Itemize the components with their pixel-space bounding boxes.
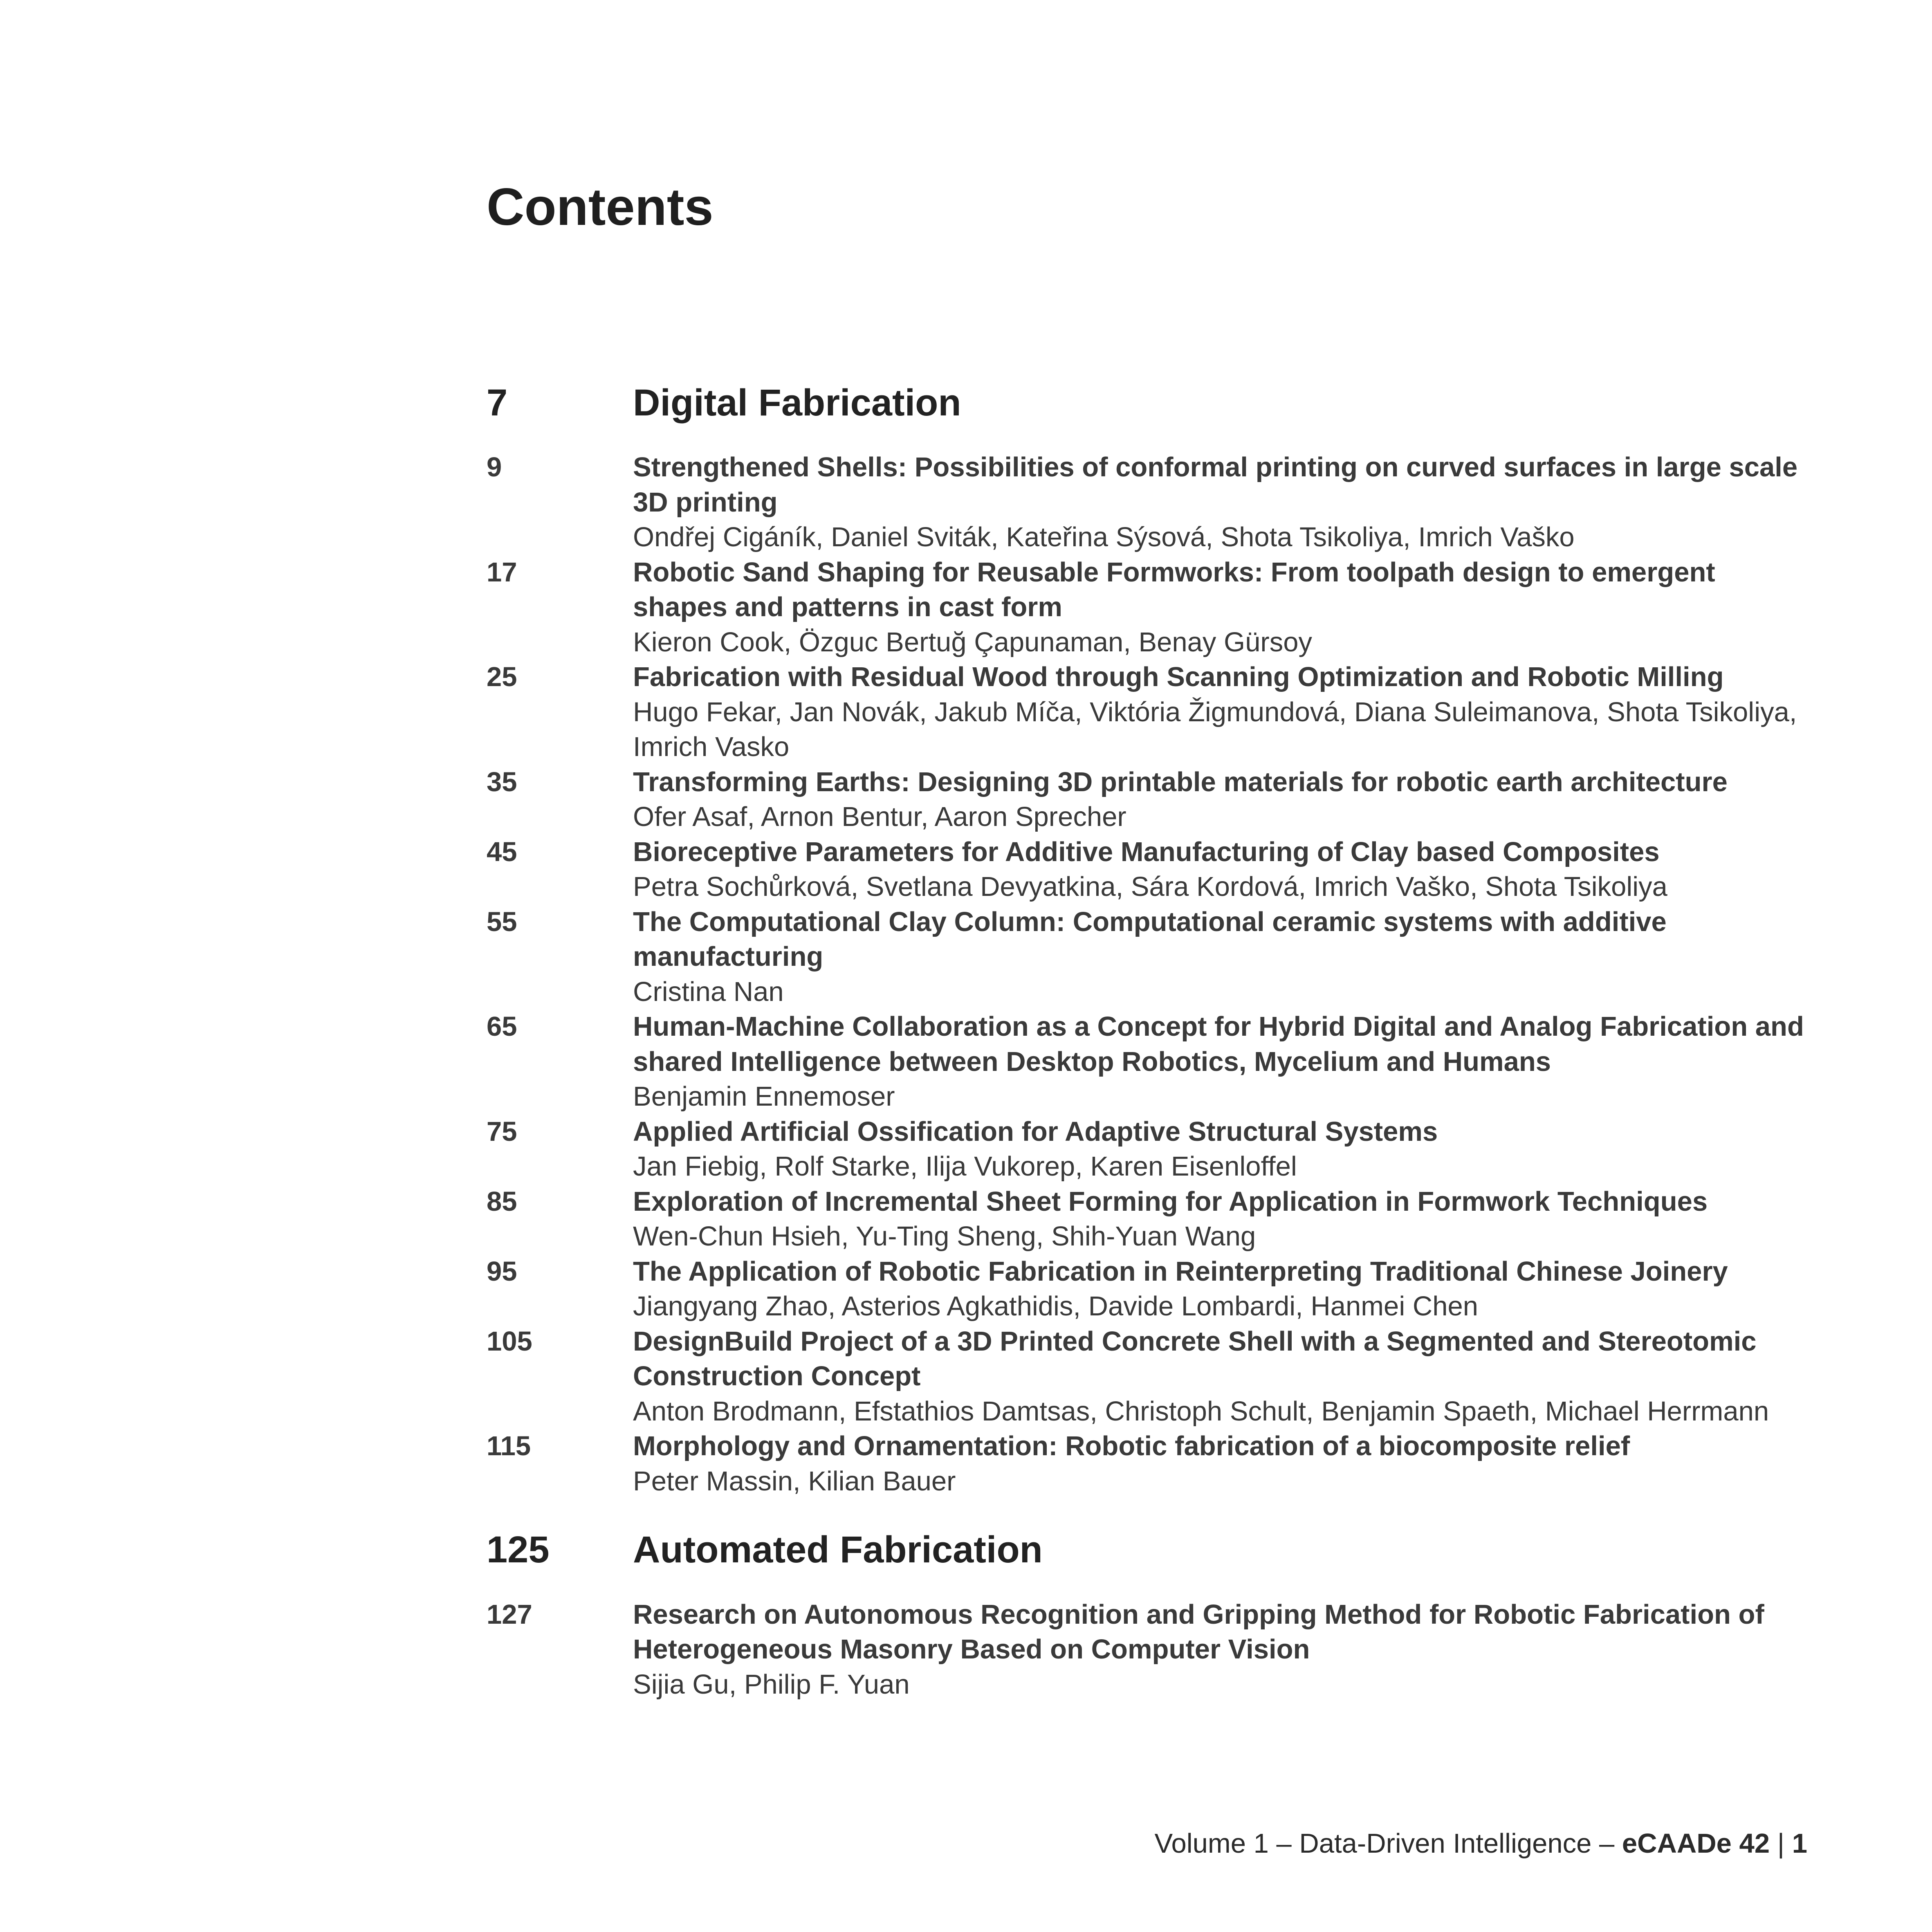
- entry-body: [633, 1429, 1807, 1499]
- entry-body: [633, 1009, 1807, 1114]
- entry-body: [633, 1324, 1807, 1429]
- entry-page-number: 127: [487, 1599, 532, 1630]
- entry-authors: Benjamin Ennemoser: [633, 1081, 895, 1112]
- entry-title: The Application of Robotic Fabrication in Reinterpreting Traditional Chinese Joinery: [633, 1256, 1728, 1287]
- entry-title: Strengthened Shells: Possibilities of conformal printing on curved surfaces in large scale 3D printing: [633, 452, 1798, 518]
- entry-authors: Cristina Nan: [633, 976, 784, 1007]
- toc-entry[interactable]: [487, 450, 1807, 555]
- section-title: Automated Fabrication: [633, 1529, 1043, 1571]
- entry-body: [633, 660, 1807, 765]
- toc-entry[interactable]: [487, 1429, 1807, 1499]
- footer-separator: |: [1770, 1828, 1792, 1859]
- page-title: Contents: [487, 178, 714, 236]
- section-heading-digital-fabrication[interactable]: [487, 380, 1807, 425]
- entry-title: Research on Autonomous Recognition and Gripping Method for Robotic Fabrication of Heterogeneous Masonry Based on Computer Vision: [633, 1599, 1764, 1665]
- entry-page-number: 105: [487, 1326, 532, 1357]
- page-footer: [1155, 1828, 1807, 1859]
- entry-page-number: 35: [487, 766, 517, 797]
- toc-entry[interactable]: [487, 1184, 1807, 1254]
- entry-body: [633, 1114, 1807, 1184]
- entry-title: Transforming Earths: Designing 3D printable materials for robotic earth architecture: [633, 766, 1728, 797]
- entry-page-number: 65: [487, 1011, 517, 1042]
- toc-entry[interactable]: [487, 765, 1807, 835]
- toc-entry[interactable]: [487, 1597, 1807, 1702]
- entry-page-number: 85: [487, 1186, 517, 1217]
- entry-authors: Hugo Fekar, Jan Novák, Jakub Míča, Viktória Žigmundová, Diana Suleimanova, Shota Tsikoliya, Imrich Vasko: [633, 696, 1797, 763]
- entry-page-number: 45: [487, 836, 517, 867]
- section-title: Digital Fabrication: [633, 382, 961, 424]
- entry-title: Bioreceptive Parameters for Additive Manufacturing of Clay based Composites: [633, 836, 1660, 867]
- entry-authors: Anton Brodmann, Efstathios Damtsas, Christoph Schult, Benjamin Spaeth, Michael Herrmann: [633, 1396, 1769, 1427]
- entry-authors: Jiangyang Zhao, Asterios Agkathidis, Davide Lombardi, Hanmei Chen: [633, 1291, 1478, 1322]
- toc-entry[interactable]: [487, 1009, 1807, 1114]
- section-page-number: 7: [487, 382, 508, 424]
- entry-title: The Computational Clay Column: Computational ceramic systems with additive manufacturing: [633, 906, 1667, 972]
- toc-entry[interactable]: [487, 1114, 1807, 1184]
- entry-body: [633, 1184, 1807, 1254]
- footer-volume-text: Volume 1 – Data-Driven Intelligence –: [1154, 1828, 1622, 1859]
- entry-authors: Sijia Gu, Philip F. Yuan: [633, 1669, 910, 1700]
- toc-entry[interactable]: [487, 904, 1807, 1010]
- entry-body: [633, 904, 1807, 1010]
- entry-title: Robotic Sand Shaping for Reusable Formworks: From toolpath design to emergent shapes and patterns in cast form: [633, 556, 1715, 623]
- footer-page-number: 1: [1792, 1828, 1807, 1859]
- toc-entry[interactable]: [487, 660, 1807, 765]
- entry-title: Applied Artificial Ossification for Adaptive Structural Systems: [633, 1116, 1438, 1147]
- entry-page-number: 75: [487, 1116, 517, 1147]
- entry-title: Morphology and Ornamentation: Robotic fabrication of a biocomposite relief: [633, 1431, 1630, 1462]
- entry-authors: Peter Massin, Kilian Bauer: [633, 1465, 956, 1497]
- entry-body: [633, 1254, 1807, 1324]
- section-heading-automated-fabrication[interactable]: [487, 1527, 1807, 1572]
- entry-page-number: 55: [487, 906, 517, 937]
- footer-conference: eCAADe 42: [1622, 1828, 1770, 1859]
- entry-authors: Petra Sochůrková, Svetlana Devyatkina, Sára Kordová, Imrich Vaško, Shota Tsikoliya: [633, 871, 1667, 902]
- table-of-contents: [487, 380, 1807, 1702]
- section-page-number: 125: [487, 1529, 550, 1571]
- entry-authors: Wen-Chun Hsieh, Yu-Ting Sheng, Shih-Yuan Wang: [633, 1221, 1256, 1252]
- entry-body: [633, 450, 1807, 555]
- entry-body: [633, 765, 1807, 835]
- entry-page-number: 95: [487, 1256, 517, 1287]
- entry-title: Fabrication with Residual Wood through Scanning Optimization and Robotic Milling: [633, 662, 1724, 693]
- entry-title: DesignBuild Project of a 3D Printed Concrete Shell with a Segmented and Stereotomic Construction Concept: [633, 1326, 1757, 1392]
- entry-body: [633, 835, 1807, 904]
- entry-page-number: 9: [487, 452, 502, 483]
- toc-entry[interactable]: [487, 835, 1807, 904]
- toc-entry[interactable]: [487, 1254, 1807, 1324]
- entry-title: Human-Machine Collaboration as a Concept for Hybrid Digital and Analog Fabrication and shared Intelligence between Desktop Robotics, Mycelium and Humans: [633, 1011, 1804, 1077]
- entry-page-number: 17: [487, 556, 517, 588]
- toc-entry[interactable]: [487, 1324, 1807, 1429]
- entry-title: Exploration of Incremental Sheet Forming for Application in Formwork Techniques: [633, 1186, 1708, 1217]
- entry-body: [633, 1597, 1807, 1702]
- entry-authors: Kieron Cook, Özguc Bertuğ Çapunaman, Benay Gürsoy: [633, 626, 1312, 657]
- toc-entry[interactable]: [487, 555, 1807, 660]
- entry-body: [633, 555, 1807, 660]
- entry-authors: Jan Fiebig, Rolf Starke, Ilija Vukorep, Karen Eisenloffel: [633, 1151, 1297, 1182]
- entry-authors: Ondřej Cigáník, Daniel Sviták, Kateřina Sýsová, Shota Tsikoliya, Imrich Vaško: [633, 522, 1575, 553]
- entry-page-number: 115: [487, 1431, 531, 1462]
- entry-authors: Ofer Asaf, Arnon Bentur, Aaron Sprecher: [633, 801, 1126, 832]
- entry-page-number: 25: [487, 662, 517, 693]
